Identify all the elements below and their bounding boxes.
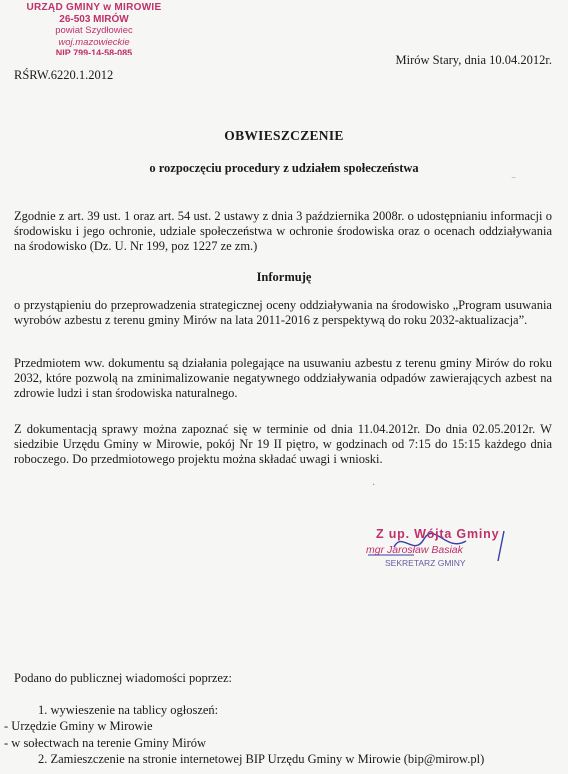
stamp-line: woj.mazowieckie (58, 36, 130, 48)
reference-number: RŚRW.6220.1.2012 (14, 68, 114, 82)
signature-stamp (354, 527, 514, 577)
publication-subitem: - w sołectwach na terenie Gminy Mirów (4, 736, 207, 750)
scan-speck: ‾ (512, 178, 516, 189)
publication-subitem: - Urzędzie Gminy w Mirowie (4, 719, 153, 733)
documentation-paragraph: Z dokumentacją sprawy można zapoznać się w terminie od dnia 11.04.2012r. Do dnia 02.05.2012r. W siedzibie Urzędu Gminy w Mirowie, pokój Nr 19 II piętro, w godzinach od 7:15 do 15:15 każdego dnia roboczego. Do przedmiotowego projektu można składać uwagi i wnioski. (14, 422, 552, 467)
signature-name: mgr Jarosław Basiak (366, 544, 463, 556)
document-date: Mirów Stary, dnia 10.04.2012r. (395, 53, 552, 67)
scan-speck: · (372, 480, 376, 491)
publication-item: 1. wywieszenie na tablicy ogłoszeń: (38, 703, 219, 717)
program-paragraph: o przystąpieniu do przeprowadzenia strategicznej oceny oddziaływania na środowisko „Program usuwania wyrobów azbestu z terenu gminy Mirów na lata 2011-2016 z perspektywą do roku 2032-aktualizacja”. (14, 298, 552, 328)
stamp-line: 26-503 MIRÓW (59, 13, 129, 25)
publication-item: 2. Zamieszczenie na stronie internetowej BIP Urzędu Gminy w Mirowie (bip@mirow.pl) (38, 752, 485, 766)
stamp-line: NIP 799-14-58-085 (55, 48, 133, 55)
signature-line: Z up. Wójta Gminy (376, 527, 500, 541)
subject-paragraph: Przedmiotem ww. dokumentu są działania polegające na usuwaniu azbestu z terenu gminy Mirów do roku 2032, które pozwolą na zminimalizowanie negatywnego oddziaływania odpadów zawierających azbest na zdrowie ludzi i stan środowiska naturalnego. (14, 356, 552, 401)
publication-intro: Podano do publicznej wiadomości poprzez: (14, 671, 232, 685)
stamp-line: powiat Szydłowiec (55, 25, 133, 36)
stamp-line: URZĄD GMINY w MIROWIE (26, 2, 162, 13)
section-heading: Informuję (256, 270, 312, 284)
document-title: OBWIESZCZENIE (224, 128, 344, 143)
office-stamp (8, 2, 180, 55)
signature-role: SEKRETARZ GMINY (385, 558, 466, 568)
document-subtitle: o rozpoczęciu procedury z udziałem społeczeństwa (149, 161, 419, 175)
legal-basis-paragraph: Zgodnie z art. 39 ust. 1 oraz art. 54 ust. 2 ustawy z dnia 3 października 2008r. o udostępnianiu informacji o środowisku i jego ochronie, udziale społeczeństwa w ochronie środowiska oraz o ocenach oddziaływania na środowisko (Dz. U. Nr 199, poz 1227 ze zm.) (14, 209, 552, 254)
